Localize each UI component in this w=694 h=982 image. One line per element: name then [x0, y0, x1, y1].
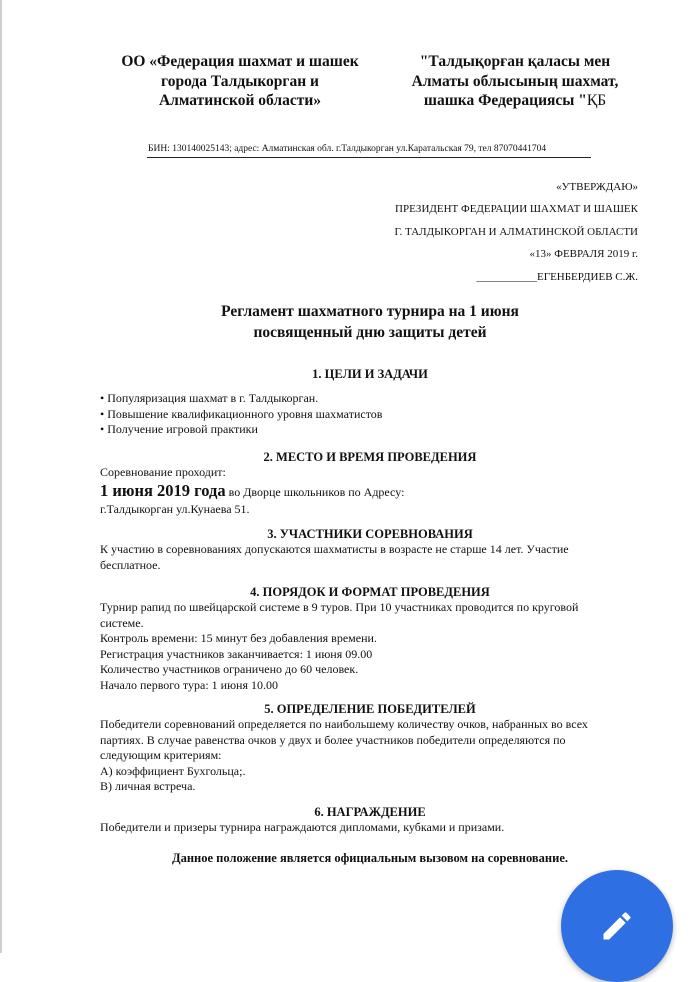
approval-line-5: ___________ЕГЕНБЕРДИЕВ С.Ж.: [476, 270, 638, 283]
header-right-line-3: шашка Федерациясы ": [423, 92, 587, 109]
paragraph-line: Победители соревнований определяется по наибольшему количеству очков, набранных во всех: [100, 717, 588, 731]
section-1-body: [100, 391, 635, 438]
title-line-1: Регламент шахматного турнира на 1 июня: [221, 303, 519, 320]
paragraph-line: Контроль времени: 15 минут без добавления времени.: [100, 631, 377, 645]
header-org-kz: [385, 52, 645, 111]
paragraph-line: Начало первого тура: 1 июня 10.00: [100, 677, 278, 692]
header-right-line-2: Алматы облысының шахмат,: [411, 72, 619, 90]
approval-line-2: ПРЕЗИДЕНТ ФЕДЕРАЦИИ ШАХМАТ И ШАШЕК: [395, 203, 638, 216]
event-date: 1 июня 2019 года: [100, 480, 226, 500]
section-6-body: [100, 820, 635, 836]
section-5-title: 5. ОПРЕДЕЛЕНИЕ ПОБЕДИТЕЛЕЙ: [264, 702, 476, 716]
paragraph-line: Турнир рапид по швейцарской системе в 9 туров. При 10 участниках проводится по круговой: [100, 600, 579, 614]
section-2-title: 2. МЕСТО И ВРЕМЯ ПРОВЕДЕНИЯ: [263, 450, 477, 464]
paragraph-line: системе.: [100, 615, 144, 630]
address-underline: [147, 157, 591, 158]
paragraph-line: Регистрация участников заканчивается: 1 июня 09.00: [100, 646, 373, 661]
header-left-line-2: города Талдыкорган и: [161, 72, 319, 90]
approval-line-1: «УТВЕРЖДАЮ»: [556, 181, 638, 193]
section-4-body: [100, 600, 635, 693]
paragraph-line: Количество участников ограничено до 60 человек.: [100, 662, 359, 676]
document-title: [100, 302, 640, 343]
pencil-icon: [599, 908, 635, 944]
paragraph-line: В) личная встреча.: [100, 779, 196, 793]
title-line-2: посвященный дню защиты детей: [253, 323, 487, 341]
header-right-line-1: "Талдықорған қаласы мен: [419, 53, 611, 70]
header-right-suffix: ҚБ: [586, 92, 607, 109]
header-left-line-1: ОО «Федерация шахмат и шашек: [121, 53, 359, 70]
list-item: • Повышение квалификационного уровня шахматистов: [100, 406, 383, 421]
section-5-body: [100, 717, 635, 795]
approval-block: [394, 176, 638, 288]
edit-fab-button[interactable]: [561, 870, 673, 982]
address-line: БИН: 130140025143; адрес: Алматинская обл. г.Талдыкорган ул.Каратальская 79, тел 87070441704: [148, 144, 547, 154]
page-edge: [0, 0, 2, 953]
header-org-ru: [100, 52, 380, 111]
section-2-body: [100, 465, 635, 517]
list-item: • Получение игровой практики: [100, 422, 258, 436]
approval-line-3: Г. ТАЛДЫКОРГАН И АЛМАТИНСКОЙ ОБЛАСТИ: [394, 225, 638, 238]
paragraph-line: бесплатное.: [100, 557, 161, 572]
official-call-note: Данное положение является официальным вызовом на соревнование.: [172, 851, 568, 865]
section-4-title: 4. ПОРЯДОК И ФОРМАТ ПРОВЕДЕНИЯ: [250, 585, 490, 599]
section-6-title: 6. НАГРАЖДЕНИЕ: [314, 805, 426, 819]
paragraph-line: Победители и призеры турнира награждаются дипломами, кубками и призами.: [100, 820, 505, 834]
paragraph-line: партиях. В случае равенства очков у двух и более участников победители определяются по: [100, 732, 566, 747]
section-2-intro: Соревнование проходит:: [100, 465, 226, 479]
approval-line-4: «13» ФЕВРАЛЯ 2019 г.: [529, 248, 638, 261]
section-1-title: 1. ЦЕЛИ И ЗАДАЧИ: [312, 367, 428, 381]
paragraph-line: К участию в соревнованиях допускаются шахматисты в возрасте не старше 14 лет. Участие: [100, 542, 569, 556]
section-3-title: 3. УЧАСТНИКИ СОРЕВНОВАНИЯ: [267, 527, 473, 541]
event-place: во Дворце школьников по Адресу:: [225, 484, 405, 499]
paragraph-line: А) коэффициент Бухгольца;.: [100, 763, 246, 778]
event-address: г.Талдыкорган ул.Кунаева 51.: [100, 501, 250, 516]
header-left-line-3: Алматинской области»: [158, 92, 322, 109]
section-3-body: [100, 542, 635, 573]
list-item: • Популяризация шахмат в г. Талдыкорган.: [100, 391, 319, 405]
paragraph-line: следующим критериям:: [100, 748, 222, 762]
